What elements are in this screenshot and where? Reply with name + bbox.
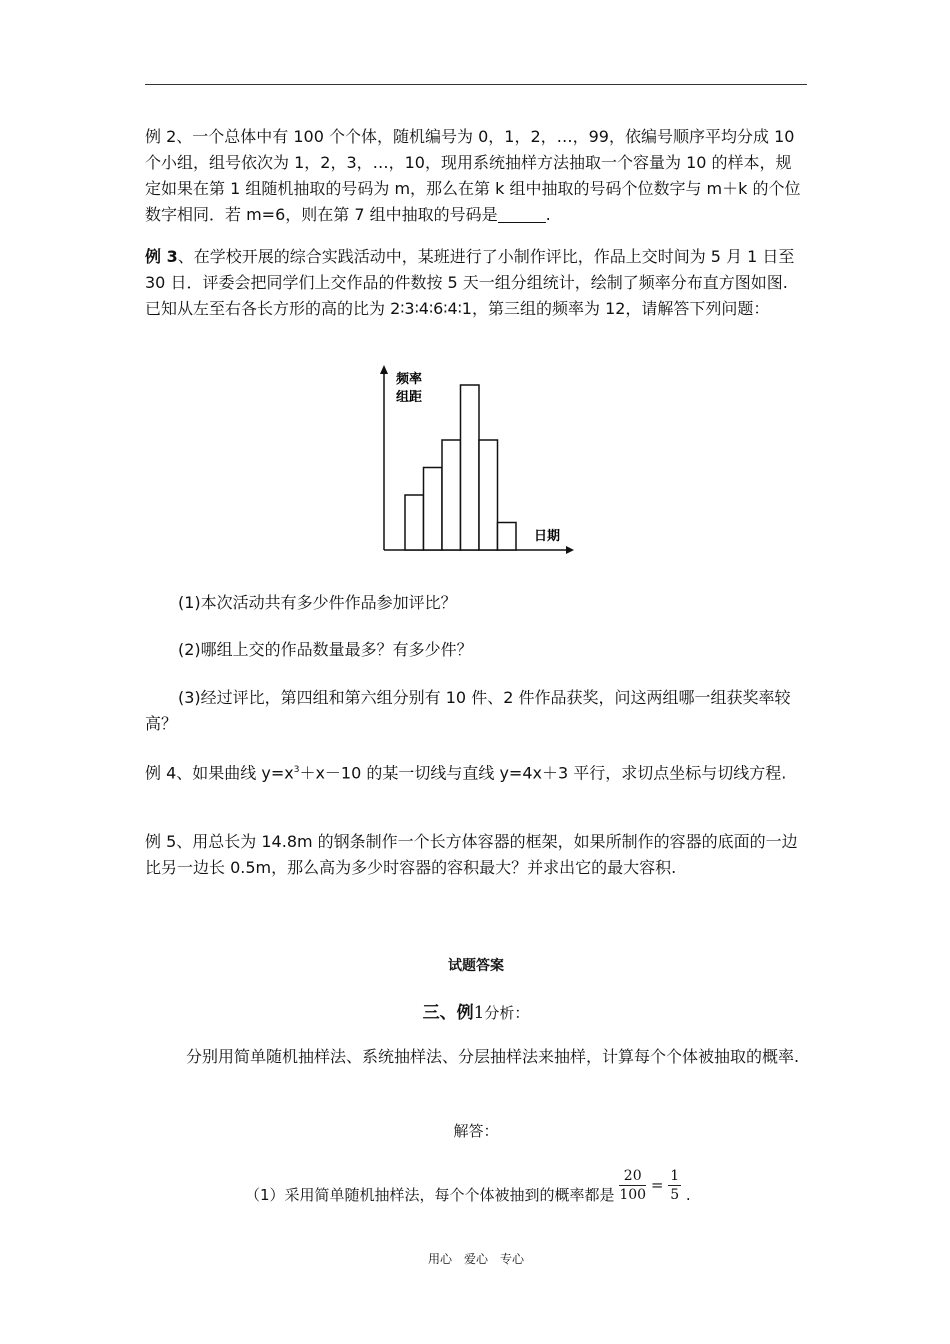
y-axis-label-bottom: 组距 <box>396 390 423 405</box>
fraction-1-numerator: 20 <box>619 1167 646 1186</box>
solution-item-1-end: . <box>685 1186 691 1204</box>
answer-blank <box>498 206 546 223</box>
question-3: (3)经过评比，第四组和第六组分别有 10 件、2 件作品获奖，问这两组哪一组获奖率较高？ <box>145 688 791 733</box>
example-5-label: 例 5 <box>145 832 177 851</box>
example-2 <box>145 124 807 228</box>
histogram-bar-6 <box>498 523 517 551</box>
bars-group <box>405 385 516 550</box>
example-4 <box>145 757 807 786</box>
example-3 <box>145 244 807 322</box>
page-footer: 用心 爱心 专心 <box>427 1252 524 1266</box>
fraction-2-denominator: 5 <box>670 1186 680 1203</box>
fraction-1-denominator: 100 <box>619 1186 647 1203</box>
solution-item-1 <box>245 1165 691 1205</box>
question-2: (2)哪组上交的作品数量最多？有多少件？ <box>178 640 473 659</box>
histogram-bar-3 <box>442 440 461 550</box>
example-4-text-a: 、如果曲线 y=x <box>176 763 294 783</box>
example-5 <box>145 829 807 881</box>
y-axis-arrow <box>380 365 388 374</box>
histogram-bar-1 <box>405 495 424 550</box>
question-1: (1)本次活动共有多少件作品参加评比？ <box>178 593 457 612</box>
solution-item-1-text: （1）采用简单随机抽样法，每个个体被抽到的概率都是 <box>245 1186 615 1204</box>
equals-sign: = <box>650 1176 664 1194</box>
example-2-end: . <box>545 205 551 224</box>
example-4-label: 例 4 <box>145 763 177 783</box>
example-3-text: 、在学校开展的综合实践活动中，某班进行了小制作评比，作品上交时间为 5 月 1 日至 30 日．评委会把同学们上交作品的件数按 5 天一组分组统计，绘制了频率分布直方图如图. 已知从左至右各长方形的高的比为 2∶3∶4∶6∶4∶1，第三组的频率为 12，请解答下列问题： <box>145 247 795 318</box>
solution-label: 解答： <box>453 1122 499 1140</box>
histogram-bar-2 <box>424 468 443 551</box>
example-2-text: 、一个总体中有 100 个个体，随机编号为 0，1，2，…，99，依编号顺序平均分成 10 个小组，组号依次为 1，2，3，…，10，现用系统抽样方法抽取一个容量为 10 的样本，规定如果在第 1 组随机抽取的号码为 m，那么在第 k 组中抽取的号码个位数字与 m＋k 的个位数字相同．若 m=6，则在第 7 组中抽取的号码是 <box>145 127 801 224</box>
example-3-label: 例 3 <box>145 247 178 266</box>
x-axis-label: 日期 <box>534 529 561 544</box>
histogram-bar-5 <box>479 440 498 550</box>
example-2-label: 例 2 <box>145 127 177 146</box>
answers-title: 试题答案 <box>448 958 504 974</box>
example-4-exponent: 3 <box>293 765 300 775</box>
histogram-bar-4 <box>461 385 480 550</box>
x-axis-arrow <box>566 546 574 554</box>
histogram-chart <box>374 362 574 562</box>
example-4-text-b: ＋x－10 的某一切线与直线 y=4x＋3 平行，求切点坐标与切线方程. <box>299 763 787 783</box>
example-5-text: 、用总长为 14.8m 的钢条制作一个长方体容器的框架，如果所制作的容器的底面的一边比另一边长 0.5m，那么高为多少时容器的容积最大？并求出它的最大容积. <box>145 832 798 877</box>
fraction-1-5 <box>668 1167 681 1204</box>
analysis-text: 分别用简单随机抽样法、系统抽样法、分层抽样法来抽样，计算每个个体被抽取的概率. <box>185 1047 800 1066</box>
section-tail: 分析： <box>484 1004 530 1022</box>
answers-section-heading <box>145 998 807 1023</box>
fraction-2-numerator: 1 <box>670 1167 680 1184</box>
fraction-20-100 <box>619 1167 646 1204</box>
section-label: 三、例 <box>422 1003 474 1023</box>
section-number: 1 <box>473 1003 485 1023</box>
y-axis-label-top: 频率 <box>396 372 423 387</box>
header-rule <box>145 84 807 85</box>
